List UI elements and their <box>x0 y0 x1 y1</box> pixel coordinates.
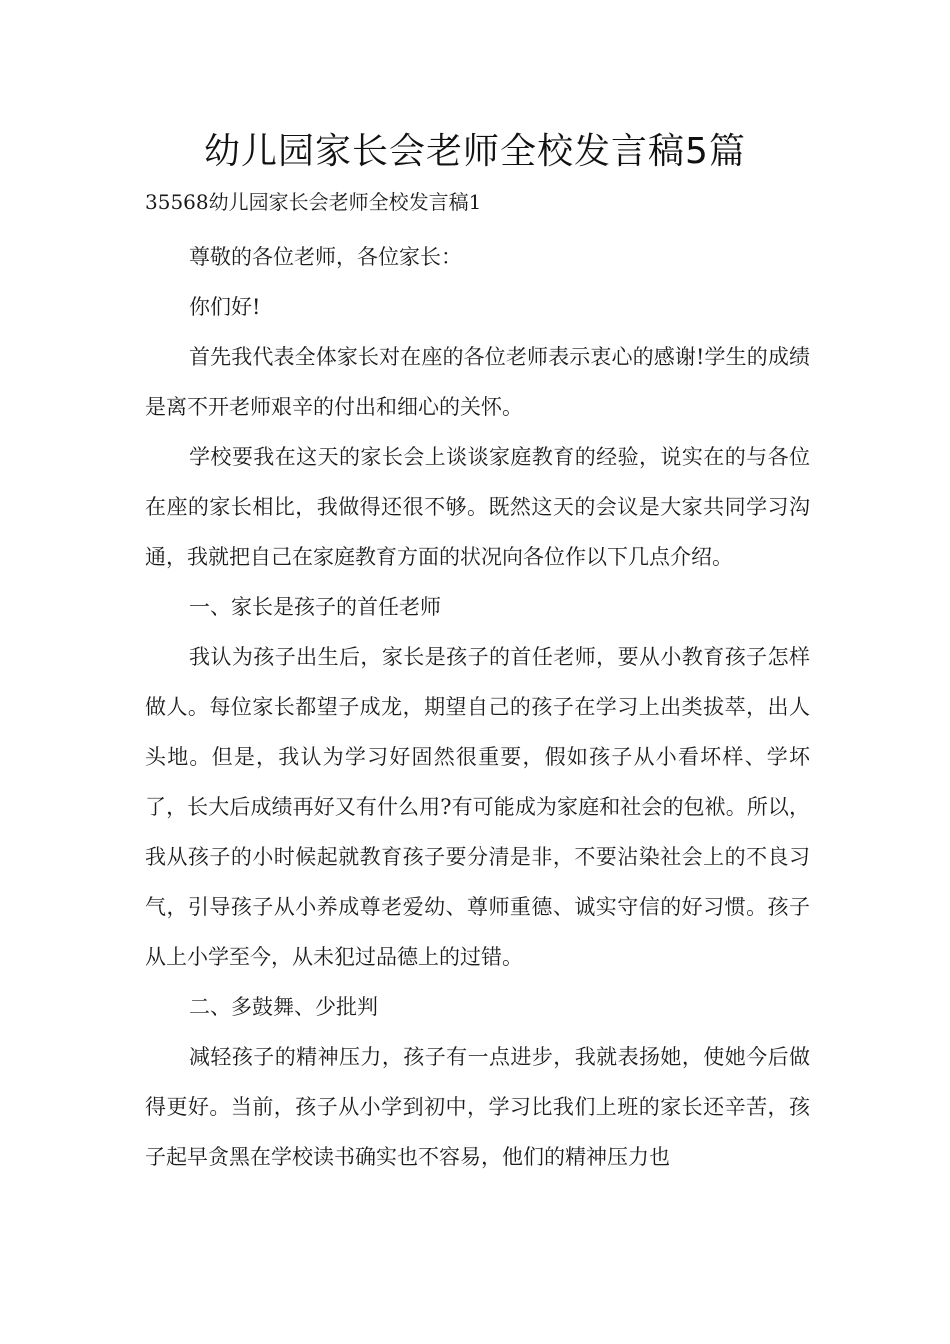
section-heading: 一、家长是孩子的首任老师 <box>189 595 441 619</box>
body-paragraph: 学校要我在这天的家长会上谈谈家庭教育的经验，说实在的与各位在座的家长相比，我做得还很不够。既然这天的会议是大家共同学习沟通，我就把自己在家庭教育方面的状况向各位作以下几点介绍。 <box>145 445 810 569</box>
section-heading: 二、多鼓舞、少批判 <box>189 995 378 1019</box>
greeting-paragraph: 尊敬的各位老师，各位家长： <box>189 245 462 269</box>
document-title: 幼儿园家长会老师全校发言稿5篇 <box>204 131 746 172</box>
body-paragraph: 首先我代表全体家长对在座的各位老师表示衷心的感谢!学生的成绩是离不开老师艰辛的付出和细心的关怀。 <box>145 345 810 419</box>
salutation-paragraph: 你们好! <box>189 295 261 319</box>
document-body <box>145 232 810 1182</box>
document-subtitle: 35568幼儿园家长会老师全校发言稿1 <box>145 190 482 214</box>
body-paragraph: 减轻孩子的精神压力，孩子有一点进步，我就表扬她，使她今后做得更好。当前，孩子从小学到初中，学习比我们上班的家长还辛苦，孩子起早贪黑在学校读书确实也不容易，他们的精神压力也 <box>145 1045 810 1169</box>
body-paragraph: 我认为孩子出生后，家长是孩子的首任老师，要从小教育孩子怎样做人。每位家长都望子成龙，期望自己的孩子在学习上出类拔萃，出人头地。但是，我认为学习好固然很重要，假如孩子从小看坏样、学坏了，长大后成绩再好又有什么用?有可能成为家庭和社会的包袱。所以，我从孩子的小时候起就教育孩子要分清是非，不要沾染社会上的不良习气，引导孩子从小养成尊老爱幼、尊师重德、诚实守信的好习惯。孩子从上小学至今，从未犯过品德上的过错。 <box>145 645 810 969</box>
